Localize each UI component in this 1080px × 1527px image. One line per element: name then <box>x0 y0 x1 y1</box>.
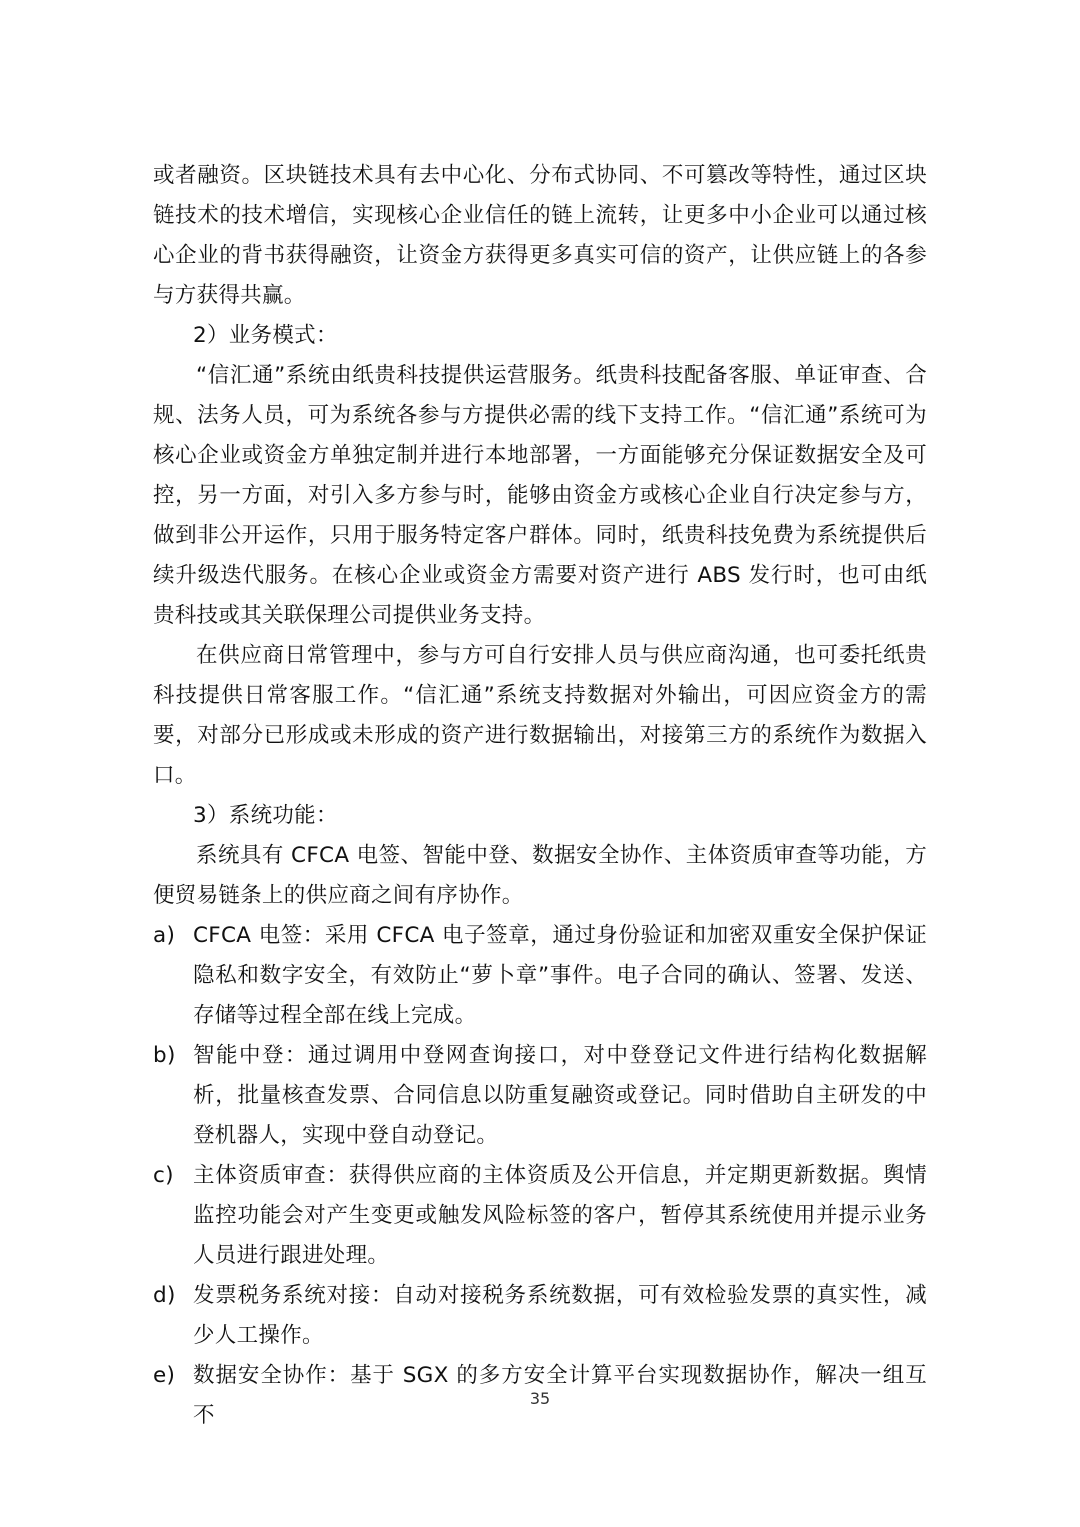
list-item <box>153 916 927 1036</box>
list-item <box>153 1036 927 1156</box>
business-model-paragraph-2: 在供应商日常管理中，参与方可自行安排人员与供应商沟通，也可委托纸贵科技提供日常客服工作。“信汇通”系统支持数据对外输出，可因应资金方的需要，对部分已形成或未形成的资产进行数据输出，对接第三方的系统作为数据入口。 <box>153 643 927 788</box>
page-number: 35 <box>529 1389 551 1408</box>
list-item-marker: a) <box>153 923 176 948</box>
list-item-marker: c) <box>153 1163 174 1188</box>
list-item <box>153 1276 927 1356</box>
page-body <box>153 156 927 1436</box>
list-item-marker: e) <box>153 1363 176 1388</box>
list-item-text: CFCA 电签：采用 CFCA 电子签章，通过身份验证和加密双重安全保护保证隐私和数字安全，有效防止“萝卜章”事件。电子合同的确认、签署、发送、存储等过程全部在线上完成。 <box>193 923 927 1028</box>
intro-continuation-paragraph: 或者融资。区块链技术具有去中心化、分布式协同、不可篡改等特性，通过区块链技术的技术增信，实现核心企业信任的链上流转，让更多中小企业可以通过核心企业的背书获得融资，让资金方获得更多真实可信的资产，让供应链上的各参与方获得共赢。 <box>153 163 927 308</box>
list-item-text: 发票税务系统对接：自动对接税务系统数据，可有效检验发票的真实性，减少人工操作。 <box>193 1283 927 1348</box>
business-model-paragraph-1: “信汇通”系统由纸贵科技提供运营服务。纸贵科技配备客服、单证审查、合规、法务人员，可为系统各参与方提供必需的线下支持工作。“信汇通”系统可为核心企业或资金方单独定制并进行本地部署，一方面能够充分保证数据安全及可控，另一方面，对引入多方参与时，能够由资金方或核心企业自行决定参与方，做到非公开运作，只用于服务特定客户群体。同时，纸贵科技免费为系统提供后续升级迭代服务。在核心企业或资金方需要对资产进行 ABS 发行时，也可由纸贵科技或其关联保理公司提供业务支持。 <box>153 363 927 628</box>
list-item-text: 智能中登：通过调用中登网查询接口，对中登登记文件进行结构化数据解析，批量核查发票、合同信息以防重复融资或登记。同时借助自主研发的中登机器人，实现中登自动登记。 <box>193 1043 927 1148</box>
list-item <box>153 1156 927 1276</box>
system-functions-intro-paragraph: 系统具有 CFCA 电签、智能中登、数据安全协作、主体资质审查等功能，方便贸易链条上的供应商之间有序协作。 <box>153 843 927 908</box>
list-item-text: 主体资质审查：获得供应商的主体资质及公开信息，并定期更新数据。舆情监控功能会对产生变更或触发风险标签的客户，暂停其系统使用并提示业务人员进行跟进处理。 <box>193 1163 927 1268</box>
list-item-text: 数据安全协作：基于 SGX 的多方安全计算平台实现数据协作，解决一组互不 <box>193 1363 927 1428</box>
list-item-marker: d) <box>153 1283 176 1308</box>
system-functions-heading: 3）系统功能： <box>193 803 338 828</box>
business-model-heading: 2）业务模式： <box>193 323 338 348</box>
list-item-marker: b) <box>153 1043 176 1068</box>
